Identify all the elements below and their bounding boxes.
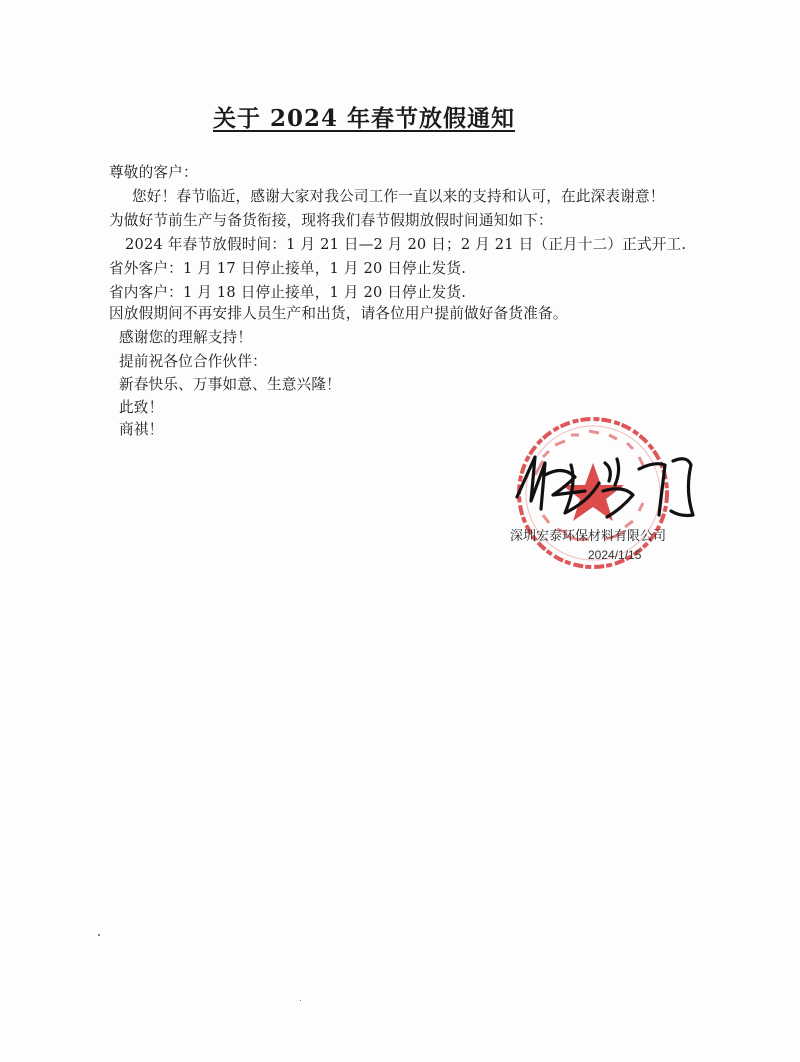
thanks-line: 感谢您的理解支持！ (119, 329, 253, 346)
wishes-intro-line: 提前祝各位合作伙伴： (119, 353, 267, 370)
holiday-period-line: 2024 年春节放假时间：1 月 21 日—2 月 20 日；2 月 21 日（正月十二）正式开工. (125, 236, 687, 253)
closing-line-2: 商祺！ (119, 421, 164, 438)
salutation: 尊敬的客户： (109, 164, 198, 181)
inner-province-line: 省内客户：1 月 18 日停止接单，1 月 20 日停止发货. (109, 284, 467, 301)
scan-speck (98, 934, 100, 936)
notice-title: 关于 2024 年春节放假通知 (213, 105, 516, 132)
company-name: 深圳宏泰环保材料有限公司 (510, 529, 667, 544)
scan-speck (300, 1000, 301, 1001)
signature-date: 2024/1/15 (588, 548, 642, 562)
reminder-line: 因放假期间不再安排人员生产和出货，请各位用户提前做好备货准备。 (109, 305, 568, 322)
intro-line: 为做好节前生产与备货衔接，现将我们春节假期放假时间通知如下： (109, 212, 553, 229)
closing-line-1: 此致！ (119, 399, 164, 416)
wishes-line: 新春快乐、万事如意、生意兴隆！ (119, 376, 341, 393)
outer-province-line: 省外客户：1 月 17 日停止接单，1 月 20 日停止发货. (109, 260, 467, 277)
greeting-line: 您好！春节临近，感谢大家对我公司工作一直以来的支持和认可，在此深表谢意！ (132, 188, 665, 205)
